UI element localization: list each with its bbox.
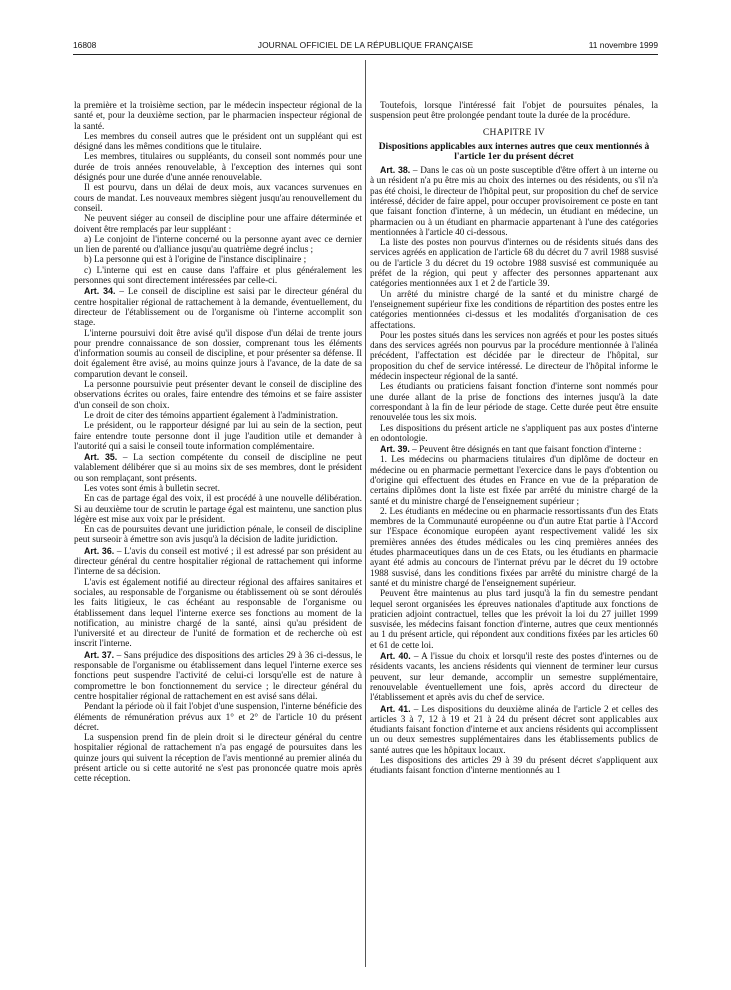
article-label: Art. 34. (84, 286, 116, 297)
paragraph: Les membres du conseil autres que le président ont un suppléant qui est désigné dans les mêmes conditions que le titulaire. (74, 131, 362, 153)
paragraph: Toutefois, lorsque l'intéressé fait l'objet de poursuites pénales, la suspension peut être prolongée pendant toute la durée de la procédure. (370, 101, 658, 122)
paragraph: Les dispositions du présent article ne s'appliquent pas aux postes d'interne en odontologie. (370, 423, 658, 444)
paragraph: La suspension prend fin de plein droit si le directeur général du centre hospitalier régional de rattachement n'a pas engagé de poursuites dans les quinze jours qui suivent la réception de l'avis mentionné au premier alinéa du présent article ou si cette autorité ne s'est pas prononcée quatre mois après cette réception. (74, 733, 362, 785)
article-paragraph: Art. 37. – Sans préjudice des dispositions des articles 29 à 36 ci-dessus, le responsable de l'organisme ou établissement dans lequel l'interne exerce ses fonctions peut suspendre l'activité de celui-ci lorsqu'elle est de nature à compromettre le bon fonctionnement du service ; le directeur général du centre hospitalier régional de rattachement en est avisé sans délai. (74, 649, 362, 702)
paragraph: la première et la troisième section, par le médecin inspecteur régional de la santé et, pour la deuxième section, par le pharmacien inspecteur régional de la santé. (74, 101, 362, 132)
paragraph: Peuvent être maintenus au plus tard jusqu'à la fin du semestre pendant lequel seront organisées les épreuves nationales d'aptitude aux fonctions de praticien adjoint contractuel, telles que les prévoit la loi du 27 juillet 1999 susvisée, les médecins faisant fonction d'interne, autres que ceux mentionnés au 1 du présent article, qui répondent aux conditions fixées par les articles 60 et 61 de cette loi. (370, 589, 658, 651)
paragraph: Un arrêté du ministre chargé de la santé et du ministre chargé de l'enseignement supérieur fixe les conditions de répartition des postes entre les catégories mentionnées ci-dessus et les modalités d'organisation de ces affectations. (370, 289, 658, 331)
article-label: Art. 36. (84, 545, 115, 556)
article-label: Art. 35. (84, 452, 118, 463)
paragraph: Les membres, titulaires ou suppléants, du conseil sont nommés pour une durée de trois années renouvelable, à l'exception des internes qui sont désignés pour une durée d'une année renouvelable. (74, 152, 362, 184)
issue-date: 11 novembre 1999 (588, 40, 658, 50)
article-paragraph: Art. 36. – L'avis du conseil est motivé ; il est adressé par son président au directeur général du centre hospitalier régional de rattachement qui informe l'interne de sa décision. (74, 545, 363, 578)
paragraph: La personne poursuivie peut présenter devant le conseil de discipline des observations écrites ou orales, faire entendre des témoins et se faire assister d'un conseil de son choix. (74, 380, 362, 411)
paragraph: Pour les postes situés dans les services non agréés et pour les postes situés dans des services agréés non pourvus par la procédure mentionnée à l'alinéa précédent, l'affectation est décidée par le directeur de l'hôpital, sur proposition du chef de service intéressé. Le directeur de l'hôpital informe le médecin inspecteur régional de la santé. (370, 330, 658, 383)
article-label: Art. 40. (380, 651, 411, 662)
paragraph: L'avis est également notifié au directeur régional des affaires sanitaires et sociales, au responsable de l'organisme ou établissement où se sont déroulés les faits litigieux, le cas échéant au responsable de l'organisme ou établissement dans lequel l'interne exerce ses fonctions au moment de la notification, au ministre chargé de la santé, ainsi qu'au président de l'université et au directeur de l'unité de formation et de recherche où est inscrit l'interne. (74, 577, 362, 650)
column-divider (365, 60, 366, 967)
paragraph: Les votes sont émis à bulletin secret. (84, 483, 220, 494)
left-column (74, 101, 362, 785)
right-column (370, 101, 658, 777)
chapter-heading: CHAPITRE IV (482, 127, 546, 138)
paragraph: Le droit de citer des témoins appartient également à l'administration. (84, 410, 338, 421)
article-paragraph: Art. 41. – Les dispositions du deuxième alinéa de l'article 2 et celles des articles 3 à 7, 12 à 19 et 21 à 24 du présent décret sont applicables aux étudiants faisant fonction d'interne et aux anciens résidents qui accomplissent un ou deux semestres supplémentaires dans les établissements publics de santé autres que les hôpitaux locaux. (370, 703, 658, 756)
paragraph: En cas de poursuites devant une juridiction pénale, le conseil de discipline peut surseoir à émettre son avis jusqu'à la décision de ladite juridiction. (74, 525, 362, 546)
article-label: Art. 41. (380, 703, 411, 714)
paragraph: a) Le conjoint de l'interne concerné ou la personne ayant avec ce dernier un lien de parenté ou d'alliance jusqu'au quatrième degré inclus ; (74, 234, 362, 256)
article-label: Art. 39. (380, 444, 410, 455)
journal-title: JOURNAL OFFICIEL DE LA RÉPUBLIQUE FRANÇAISE (257, 40, 474, 50)
paragraph: La liste des postes non pourvus d'internes ou de résidents situés dans des services agréés en application de l'article 68 du décret du 7 avril 1988 susvisé ou de l'article 3 du décret du 19 octobre 1988 susvisé est communiquée au préfet de la région, qui peut y affecter des personnes appartenant aux catégories mentionnées aux 1 et 2 de l'article 39. (370, 238, 658, 290)
paragraph: En cas de partage égal des voix, il est procédé à une nouvelle délibération. Si au deuxième tour de scrutin le partage égal est maintenu, une sanction plus légère est mise aux voix par le président. (74, 494, 362, 525)
article-paragraph: Art. 35. – La section compétente du conseil de discipline ne peut valablement délibérer que si au moins six de ses membres, dont le président ou son remplaçant, sont présents. (74, 452, 362, 484)
paragraph: 2. Les étudiants en médecine ou en pharmacie ressortissants d'un des Etats membres de la Communauté européenne ou d'un autre Etat partie à l'Accord sur l'Espace économique européen ayant respectivement validé les six premières années des études médicales ou les cinq premières années des études pharmaceutiques dans un de ces Etats, ou les étudiants en pharmacie ayant été admis au concours de l'internat prévu par le décret du 19 octobre 1988 susvisé, dans les conditions fixées par arrêté du ministre chargé de la santé et du ministre chargé de l'enseignement supérieur. (370, 506, 658, 589)
page-header (73, 40, 658, 54)
section-title: Dispositions applicables aux internes autres que ceux mentionnés à l'article 1er du présent décret (378, 141, 650, 163)
paragraph: Le président, ou le rapporteur désigné par lui au sein de la section, peut faire entendre toute personne dont il juge l'audition utile et demander à l'autorité qui a saisi le conseil toute information complémentaire. (74, 421, 362, 452)
header-rule (73, 54, 658, 55)
paragraph: L'interne poursuivi doit être avisé qu'il dispose d'un délai de trente jours pour prendre connaissance de son dossier, comprenant tous les éléments d'information soumis au conseil de discipline, et pour présenter sa défense. Il doit également être avisé, au moins quinze jours à l'avance, de la date de sa comparution devant le conseil. (74, 328, 362, 380)
paragraph: Il est pourvu, dans un délai de deux mois, aux vacances survenues en cours de mandat. Les nouveaux membres siègent jusqu'au renouvellement du conseil. (74, 183, 362, 214)
paragraph: b) La personne qui est à l'origine de l'instance disciplinaire ; (84, 255, 307, 266)
paragraph: c) L'interne qui est en cause dans l'affaire et plus généralement les personnes qui sont directement intéressées par celle-ci. (74, 265, 362, 287)
article-paragraph: Art. 38. – Dans le cas où un poste susceptible d'être offert à un interne ou à un résident n'a pu être mis au choix des internes ou des résidents, ou s'il n'a pas été choisi, le directeur de l'hôpital peut, sur proposition du chef de service intéressé, décider de faire appel, pour occuper provisoirement ce poste en tant que faisant fonction d'interne, à un médecin, un étudiant en médecine, un pharmacien ou à un étudiant en pharmacie appartenant à l'une des catégories mentionnées à l'article 40 ci-dessous. (370, 165, 658, 238)
paragraph: 1. Les médecins ou pharmaciens titulaires d'un diplôme de docteur en médecine ou en pharmacie permettant l'exercice dans le pays d'obtention ou d'origine qui effectuent des études en France en vue de la préparation de certains diplômes dont la liste est fixée par arrêté du ministre chargé de la santé et du ministre chargé de l'enseignement supérieur ; (370, 455, 658, 507)
paragraph: Ne peuvent siéger au conseil de discipline pour une affaire déterminée et doivent être remplacés par leur suppléant : (74, 214, 362, 235)
article-paragraph: Art. 40. – A l'issue du choix et lorsqu'il reste des postes d'internes ou de résidents vacants, les anciens résidents qui viennent de terminer leur cursus peuvent, sur leur demande, accomplir un semestre supplémentaire, renouvelable éventuellement une fois, après accord du directeur de l'établissement et après avis du chef de service. (370, 651, 658, 704)
page-number: 16808 (73, 40, 97, 50)
article-label: Art. 37. (84, 649, 115, 660)
paragraph: Les étudiants ou praticiens faisant fonction d'interne sont nommés pour une durée allant de la prise de fonctions des internes jusqu'à la date correspondant à la fin de leur période de stage. Cette durée peut être ensuite renouvelée tous les six mois. (370, 382, 658, 424)
article-paragraph: Art. 39. – Peuvent être désignés en tant que faisant fonction d'interne : (380, 444, 642, 456)
article-label: Art. 38. (380, 165, 411, 176)
paragraph: Les dispositions des articles 29 à 39 du présent décret s'appliquent aux étudiants faisant fonction d'interne mentionnés au 1 (370, 756, 658, 777)
paragraph: Pendant la période où il fait l'objet d'une suspension, l'interne bénéficie des éléments de rémunération prévus aux 1° et 2° de l'article 10 du présent décret. (74, 702, 362, 733)
article-paragraph: Art. 34. – Le conseil de discipline est saisi par le directeur général du centre hospitalier régional de rattachement à la demande, éventuellement, du directeur de l'établissement ou de l'organisme où l'interne accomplit son stage. (74, 286, 363, 329)
